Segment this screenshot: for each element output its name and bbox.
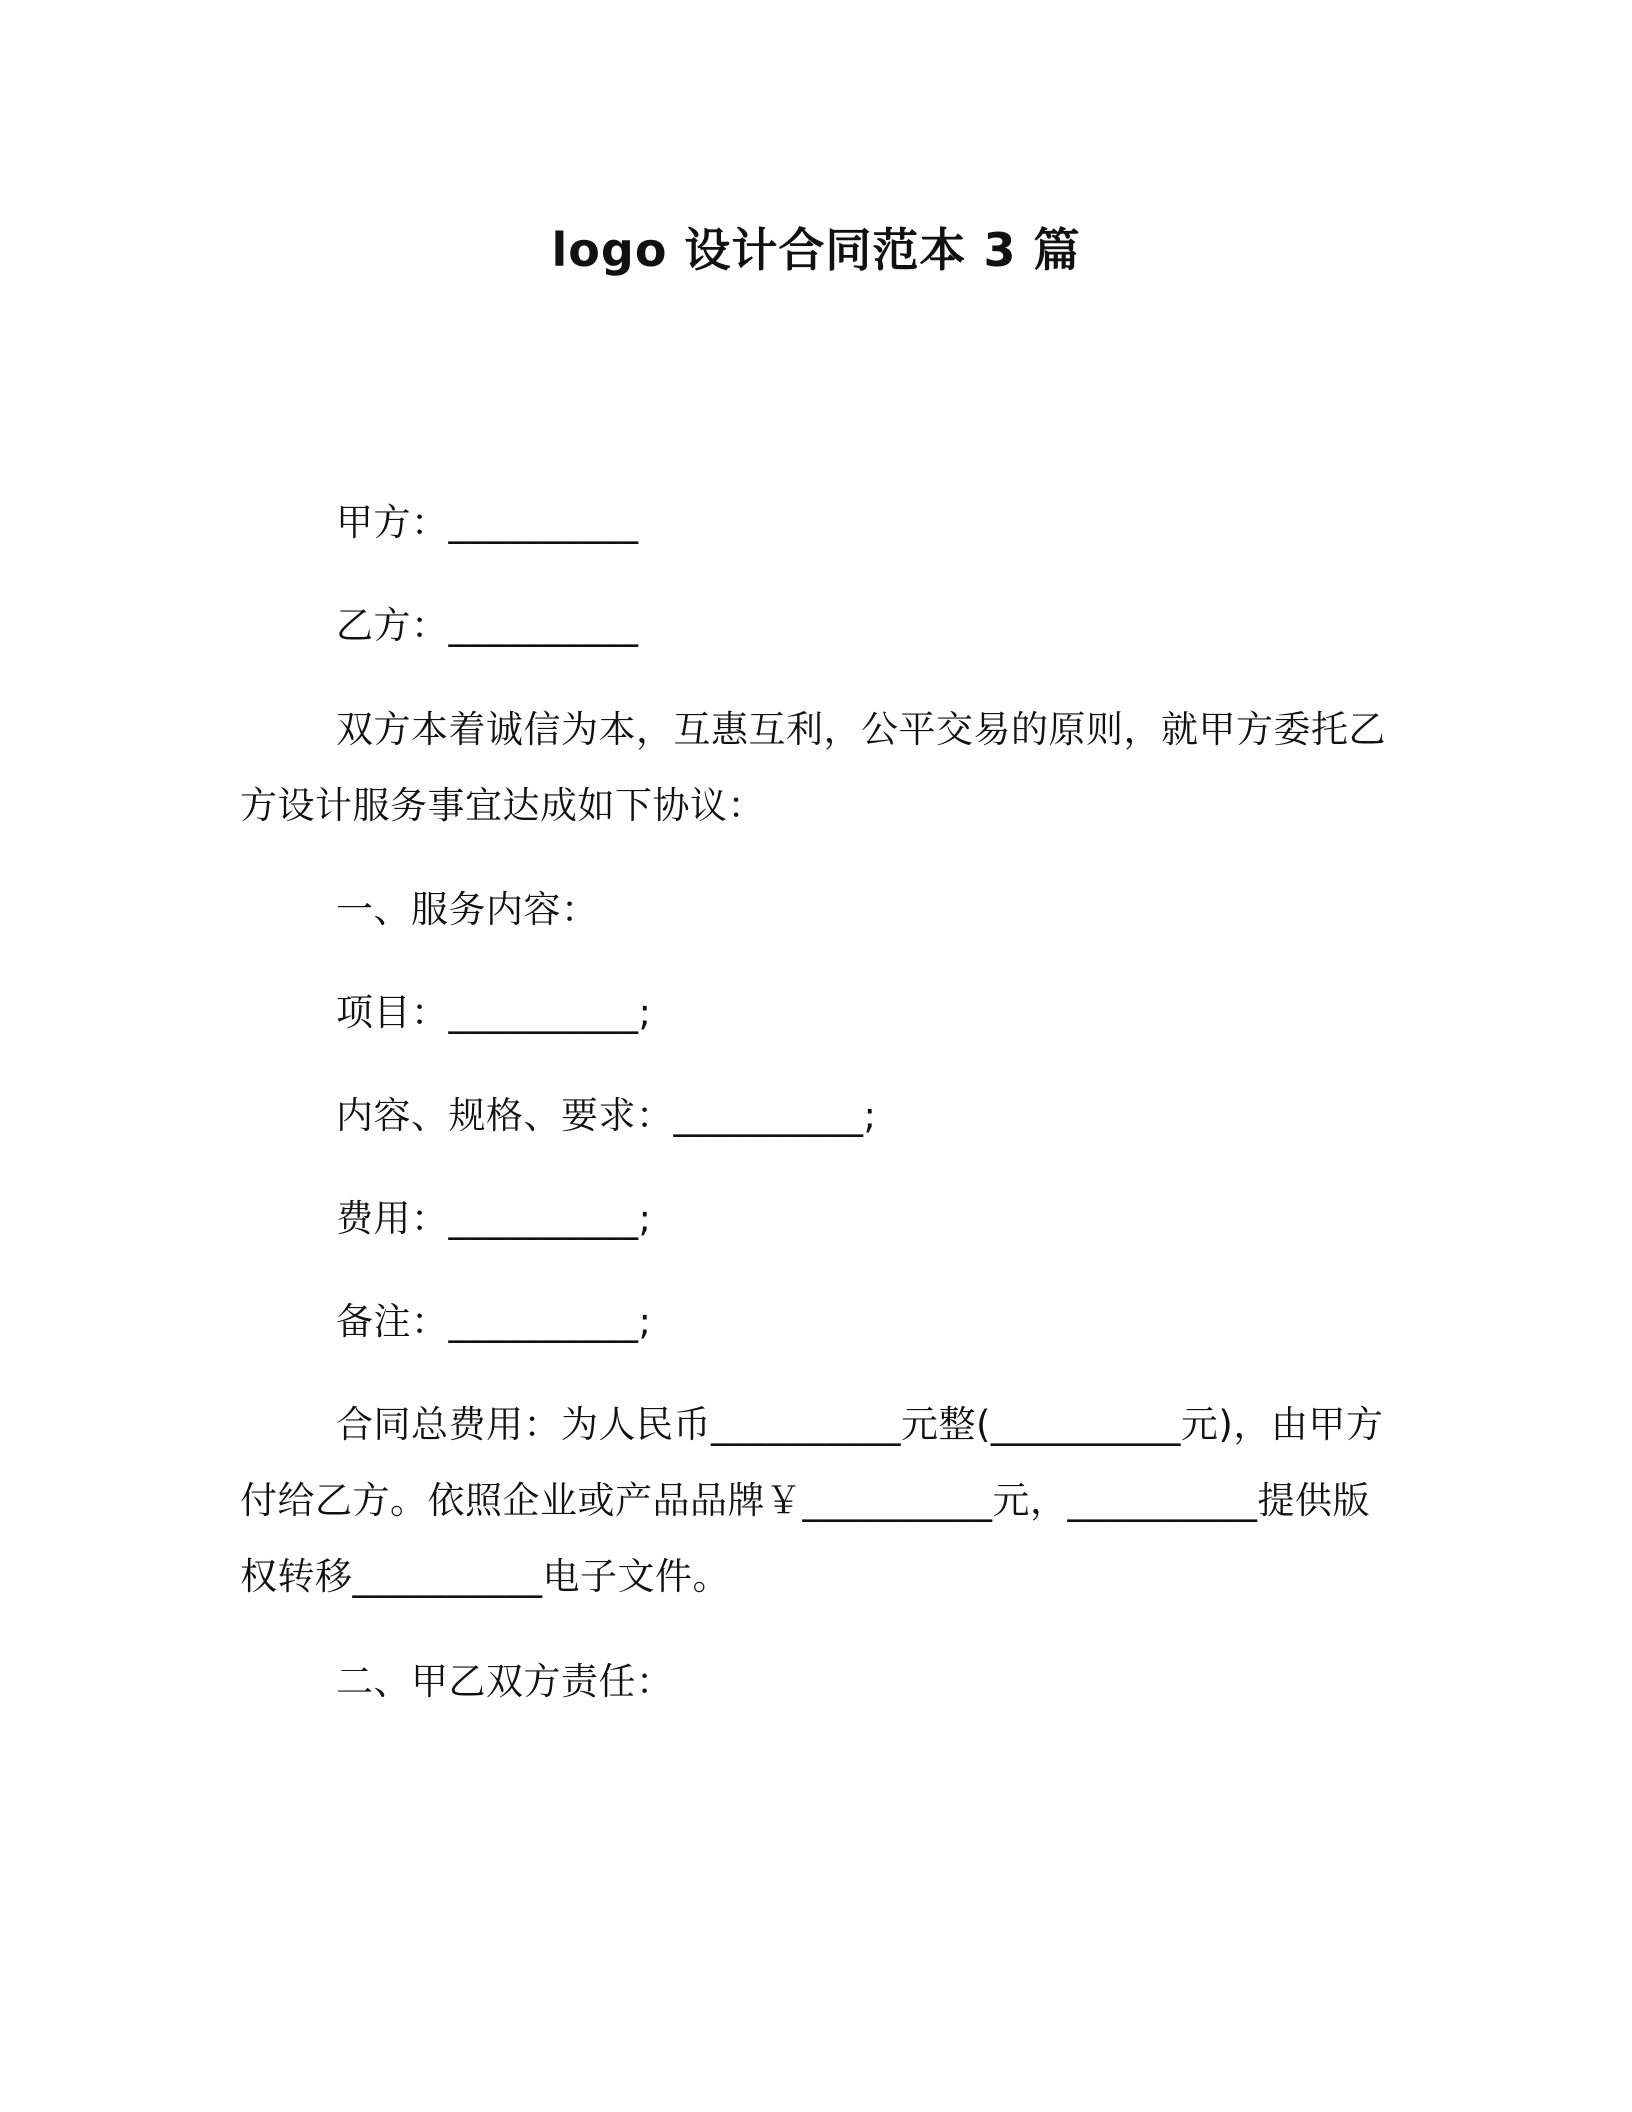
intro-paragraph: [240, 692, 1400, 844]
intro-line-2: 方设计服务事宜达成如下协议：: [240, 784, 765, 827]
total-fee-line-1: 合同总费用：为人民币__________元整(__________元)，由甲方: [336, 1403, 1384, 1446]
document-title: logo 设计合同范本 3 篇: [551, 223, 1081, 277]
party-a-text: 甲方：__________: [336, 501, 639, 544]
item-content-text: 内容、规格、要求：__________;: [336, 1094, 877, 1137]
section-1-heading: [240, 872, 1400, 948]
item-note-text: 备注：__________;: [336, 1300, 652, 1343]
item-project: [240, 975, 1400, 1051]
total-fee-line-2: 付给乙方。依照企业或产品品牌￥__________元，__________提供版: [240, 1479, 1370, 1522]
item-fee: [240, 1181, 1400, 1257]
intro-line-1: 双方本着诚信为本，互惠互利，公平交易的原则，就甲方委托乙: [336, 708, 1386, 751]
party-b-text: 乙方：__________: [336, 604, 639, 647]
party-a-line: [240, 485, 1400, 561]
item-project-text: 项目：__________;: [336, 991, 652, 1034]
party-b-line: [240, 588, 1400, 664]
total-fee-paragraph: [240, 1387, 1400, 1615]
item-note: [240, 1284, 1400, 1360]
section-1-heading-text: 一、服务内容：: [336, 888, 599, 931]
section-2-heading-text: 二、甲乙双方责任：: [336, 1660, 674, 1703]
total-fee-line-3: 权转移__________电子文件。: [240, 1555, 730, 1598]
item-fee-text: 费用：__________;: [336, 1197, 652, 1240]
section-2-heading: [240, 1644, 1400, 1720]
item-content: [240, 1078, 1400, 1154]
